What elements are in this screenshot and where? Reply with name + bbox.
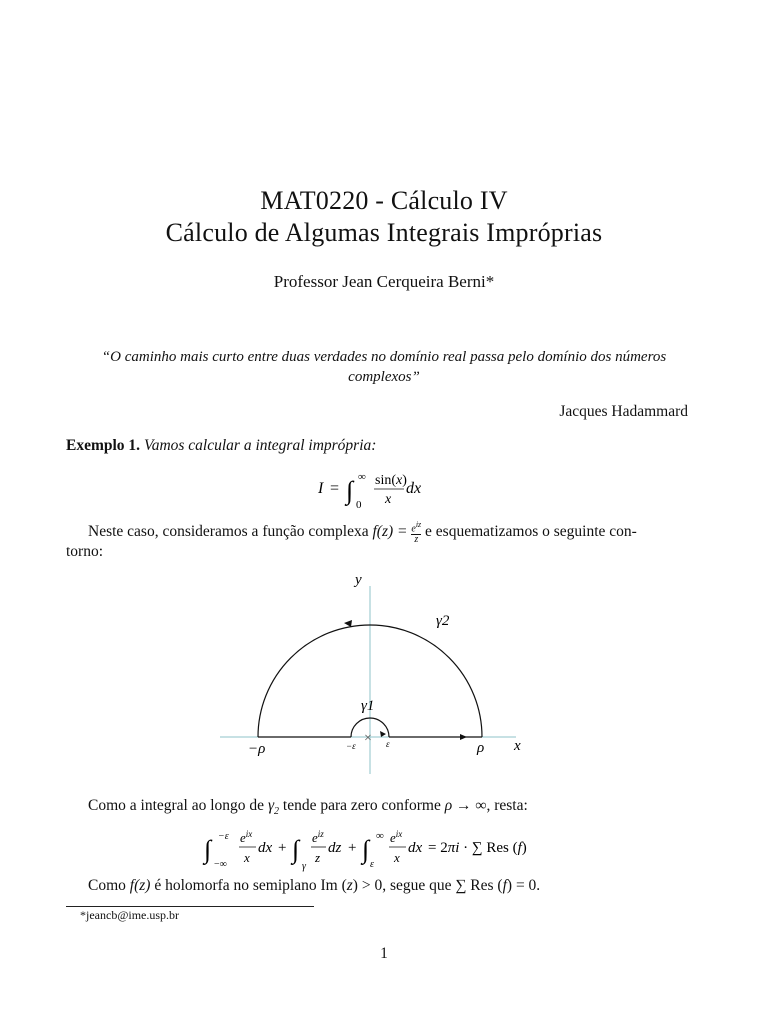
- svg-text:dx: dx: [408, 840, 423, 856]
- paragraph-1-line-1: [88, 520, 637, 545]
- title-line-1: MAT0220 - Cálculo IV: [260, 186, 508, 215]
- y-axis-label: y: [355, 572, 362, 588]
- svg-text:+: +: [278, 840, 287, 856]
- paragraph-3-text-a: Como: [88, 877, 126, 894]
- svg-text:eiz: $e^{iz}$: [312, 829, 324, 845]
- rho-limit-inline: ρ → ∞: [444, 797, 487, 814]
- svg-text:∫: ∫: [292, 835, 300, 864]
- svg-text:z: z: [315, 850, 321, 865]
- paragraph-1-text-b: e esquematizamos o seguinte con-: [425, 523, 637, 541]
- page-number: 1: [380, 945, 388, 962]
- half-plane-condition: Im (z) > 0: [320, 877, 383, 894]
- integral-sum-equation: [200, 826, 560, 872]
- svg-text:dz: dz: [328, 840, 342, 856]
- gamma1-label: γ1: [361, 698, 375, 714]
- eps-label: ε: [386, 739, 390, 749]
- example-intro: Vamos calcular a integral imprópria:: [143, 437, 377, 454]
- rho-label: ρ: [477, 740, 485, 756]
- minus-eps-label: −ε: [346, 741, 356, 751]
- svg-text:sin(x): sin(x): [375, 473, 407, 488]
- title-line-2: Cálculo de Algumas Integrais Impróprias: [165, 218, 603, 247]
- paragraph-2: [88, 795, 528, 822]
- svg-text:eix: $e^{ix}$: [240, 829, 253, 845]
- epigraph-quote-line-2: complexos”: [348, 369, 420, 385]
- gamma2-arrow: [344, 620, 352, 627]
- svg-text:I: I: [318, 480, 324, 497]
- svg-text:0: 0: [356, 499, 362, 511]
- x-axis-label: x: [514, 738, 521, 754]
- function-f-definition: f(z) = $e^{iz}$ z: [372, 520, 422, 546]
- integral-I-equation: [300, 465, 470, 515]
- paragraph-3-text-b: é holomorfa no semiplano: [154, 877, 317, 894]
- gamma2-inline: $\gamma_2$: [267, 797, 280, 818]
- svg-text:−ε: −ε: [218, 831, 229, 842]
- svg-text:−∞: −∞: [214, 859, 227, 870]
- contour-figure: [210, 568, 540, 778]
- svg-text:∞: ∞: [376, 830, 384, 842]
- svg-text:dx: dx: [406, 480, 422, 497]
- paragraph-3-text-c: , segue que: [382, 877, 452, 894]
- right-segment-arrow: [460, 734, 467, 740]
- svg-text:x: x: [385, 492, 392, 507]
- svg-text:eix: $e^{ix}$: [390, 829, 403, 845]
- footnote: *jeancb@ime.usp.br: [80, 908, 180, 922]
- svg-text:x: x: [244, 850, 250, 865]
- svg-text:= 2πi · ∑ Res (f): = 2πi · ∑ Res (f): [428, 840, 527, 856]
- fz-inline: f(z): [129, 877, 151, 894]
- footnote-rule: [66, 906, 314, 907]
- svg-text:=: =: [330, 480, 340, 497]
- svg-text:x: x: [394, 850, 400, 865]
- epigraph-attribution: Jacques Hadammard: [559, 403, 688, 420]
- residue-sum-zero: ∑ Res (f) = 0.: [455, 877, 541, 894]
- paragraph-1-text-a: Neste caso, consideramos a função complexa: [88, 523, 369, 541]
- example-label: Exemplo 1.: [66, 437, 141, 454]
- svg-text:γ: γ: [302, 861, 306, 872]
- author: Professor Jean Cerqueira Berni*: [273, 272, 495, 291]
- paragraph-2-text-b: tende para zero conforme: [282, 797, 441, 814]
- paragraph-3: [88, 875, 540, 896]
- gamma1-arrow: [380, 731, 386, 737]
- example-heading: [66, 435, 376, 456]
- svg-text:+: +: [348, 840, 357, 856]
- paragraph-2-text-a: Como a integral ao longo de: [88, 797, 265, 814]
- svg-text:∫: ∫: [362, 835, 370, 864]
- svg-text:∫: ∫: [204, 835, 212, 864]
- paragraph-1-line-2: torno:: [66, 543, 104, 560]
- paragraph-2-text-c: , resta:: [486, 797, 528, 814]
- origin-mark: ×: [364, 731, 372, 746]
- minus-rho-label: −ρ: [248, 741, 266, 757]
- svg-text:∫: ∫: [346, 476, 354, 505]
- svg-text:ε: ε: [370, 859, 374, 870]
- gamma2-label: γ2: [436, 613, 450, 629]
- svg-text:∞: ∞: [358, 471, 366, 483]
- svg-text:dx: dx: [258, 840, 273, 856]
- epigraph-quote-line-1: “O caminho mais curto entre duas verdades no domínio real passa pelo domínio dos números: [101, 349, 667, 365]
